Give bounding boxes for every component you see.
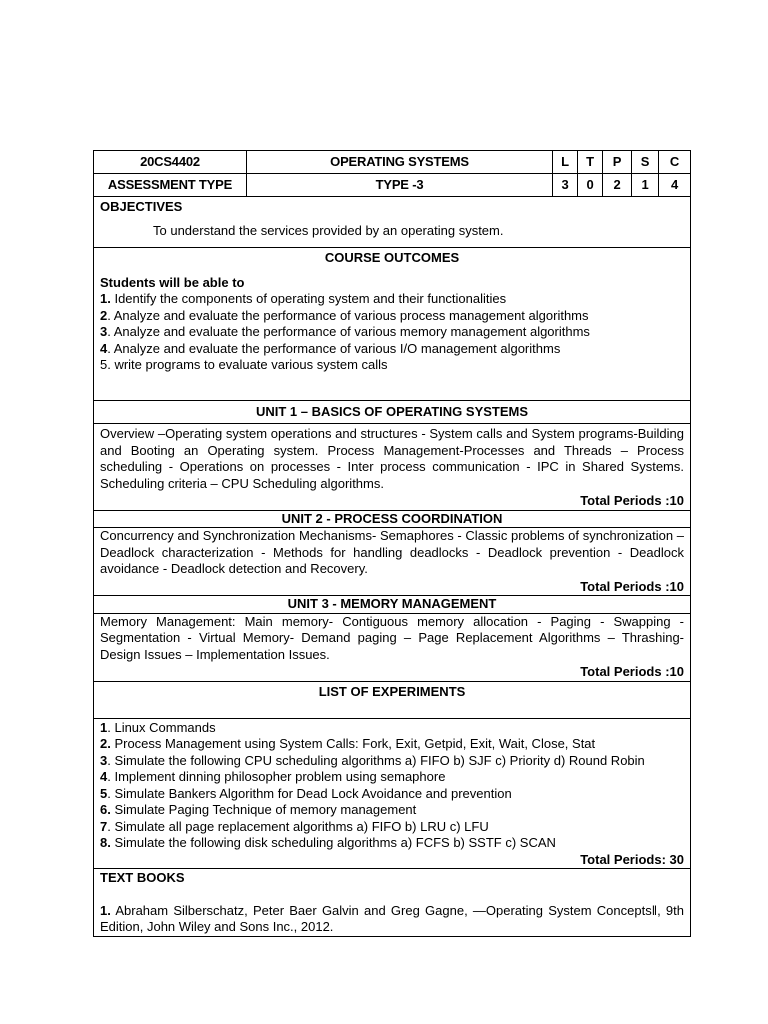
course-code: 20CS4402 bbox=[94, 151, 247, 174]
unit1-heading-row bbox=[94, 401, 691, 424]
assessment-type: TYPE -3 bbox=[247, 174, 553, 197]
header-row-2 bbox=[94, 174, 691, 197]
experiment-item: 6. Simulate Paging Technique of memory management bbox=[100, 802, 417, 817]
syllabus-table bbox=[93, 150, 691, 937]
unit2-periods: Total Periods :10 bbox=[580, 578, 684, 594]
course-outcomes-intro: Students will be able to bbox=[100, 274, 245, 290]
header-row-1 bbox=[94, 151, 691, 174]
ltpsc-label-t: T bbox=[578, 151, 603, 174]
unit1-body-row bbox=[94, 424, 691, 511]
course-outcomes-heading: COURSE OUTCOMES bbox=[324, 250, 460, 265]
unit1-text: Overview –Operating system operations and structures - System calls and System programs-Building and Booting an Operating system. Process Management-Processes and Threads – Process scheduling - Operations on processes - Inter process communication - IPC in Shared Systems. Scheduling criteria – CPU Scheduling algorithms. bbox=[100, 426, 684, 491]
experiment-item: 1. Linux Commands bbox=[100, 719, 216, 735]
unit3-heading: UNIT 3 - MEMORY MANAGEMENT bbox=[94, 596, 691, 614]
unit1-periods: Total Periods :10 bbox=[580, 493, 684, 508]
unit2-body-row bbox=[94, 528, 691, 596]
experiment-item: 5. Simulate Bankers Algorithm for Dead Lock Avoidance and prevention bbox=[100, 785, 512, 801]
textbooks-heading: TEXT BOOKS bbox=[100, 870, 185, 885]
syllabus-page bbox=[93, 150, 690, 937]
experiments-periods: Total Periods: 30 bbox=[580, 851, 684, 867]
unit1-heading: UNIT 1 – BASICS OF OPERATING SYSTEMS bbox=[94, 401, 691, 424]
ltpsc-value-s: 1 bbox=[632, 174, 659, 197]
course-title: OPERATING SYSTEMS bbox=[247, 151, 553, 174]
outcome-item: 3. Analyze and evaluate the performance of various memory management algorithms bbox=[100, 324, 590, 339]
ltpsc-label-p: P bbox=[603, 151, 632, 174]
unit2-heading-row bbox=[94, 510, 691, 528]
experiments-body bbox=[94, 718, 691, 869]
unit2-text: Concurrency and Synchronization Mechanisms- Semaphores - Classic problems of synchronization – Deadlock characterization - Methods for handling deadlocks - Deadlock prevention - Deadlock avoidance - Deadlock detection and Recovery. bbox=[100, 528, 684, 576]
ltpsc-value-p: 2 bbox=[603, 174, 632, 197]
unit3-body bbox=[94, 613, 691, 681]
objectives-row bbox=[94, 197, 691, 248]
ltpsc-value-t: 0 bbox=[578, 174, 603, 197]
textbook-item: 1. Abraham Silberschatz, Peter Baer Galvin and Greg Gagne, —Operating System Concepts‖, 9th Edition, John Wiley and Sons Inc., 2012. bbox=[100, 902, 684, 934]
outcome-item: 5. write programs to evaluate various system calls bbox=[100, 357, 388, 372]
assessment-label: ASSESSMENT TYPE bbox=[94, 174, 247, 197]
unit3-periods: Total Periods :10 bbox=[580, 664, 684, 679]
ltpsc-label-c: C bbox=[659, 151, 691, 174]
experiments-body-row bbox=[94, 718, 691, 869]
experiments-heading-row bbox=[94, 681, 691, 718]
experiment-item: 2. Process Management using System Calls: Fork, Exit, Getpid, Exit, Wait, Close, Stat bbox=[100, 736, 596, 751]
objectives-heading: OBJECTIVES bbox=[100, 199, 183, 214]
course-outcomes-row bbox=[94, 248, 691, 401]
ltpsc-value-l: 3 bbox=[553, 174, 578, 197]
textbooks-row bbox=[94, 869, 691, 937]
objectives-cell bbox=[94, 197, 691, 248]
outcome-item: 1. Identify the components of operating system and their functionalities bbox=[100, 291, 507, 306]
experiment-item: 4. Implement dinning philosopher problem using semaphore bbox=[100, 769, 446, 784]
outcome-item: 4. Analyze and evaluate the performance of various I/O management algorithms bbox=[100, 340, 561, 356]
experiment-item: 7. Simulate all page replacement algorithms a) FIFO b) LRU c) LFU bbox=[100, 818, 489, 834]
unit3-text: Memory Management: Main memory- Contiguous memory allocation - Paging - Swapping - Segmentation - Virtual Memory- Demand paging – Page Replacement Algorithms – Thrashing- Design Issues – Implementation Issues. bbox=[100, 613, 684, 662]
unit3-body-row bbox=[94, 613, 691, 681]
course-outcomes-cell bbox=[94, 248, 691, 401]
ltpsc-value-c: 4 bbox=[659, 174, 691, 197]
unit1-body bbox=[94, 424, 691, 511]
ltpsc-label-l: L bbox=[553, 151, 578, 174]
experiment-item: 8. Simulate the following disk scheduling algorithms a) FCFS b) SSTF c) SCAN bbox=[100, 835, 556, 850]
unit2-heading: UNIT 2 - PROCESS COORDINATION bbox=[94, 510, 691, 528]
outcome-item: 2. Analyze and evaluate the performance of various process management algorithms bbox=[100, 307, 589, 323]
unit3-heading-row bbox=[94, 596, 691, 614]
ltpsc-label-s: S bbox=[632, 151, 659, 174]
experiments-heading: LIST OF EXPERIMENTS bbox=[94, 681, 691, 718]
textbooks-cell bbox=[94, 869, 691, 937]
objectives-text: To understand the services provided by an operating system. bbox=[153, 222, 504, 238]
unit2-body bbox=[94, 528, 691, 596]
experiment-item: 3. Simulate the following CPU scheduling algorithms a) FIFO b) SJF c) Priority d) Round Robin bbox=[100, 752, 645, 768]
